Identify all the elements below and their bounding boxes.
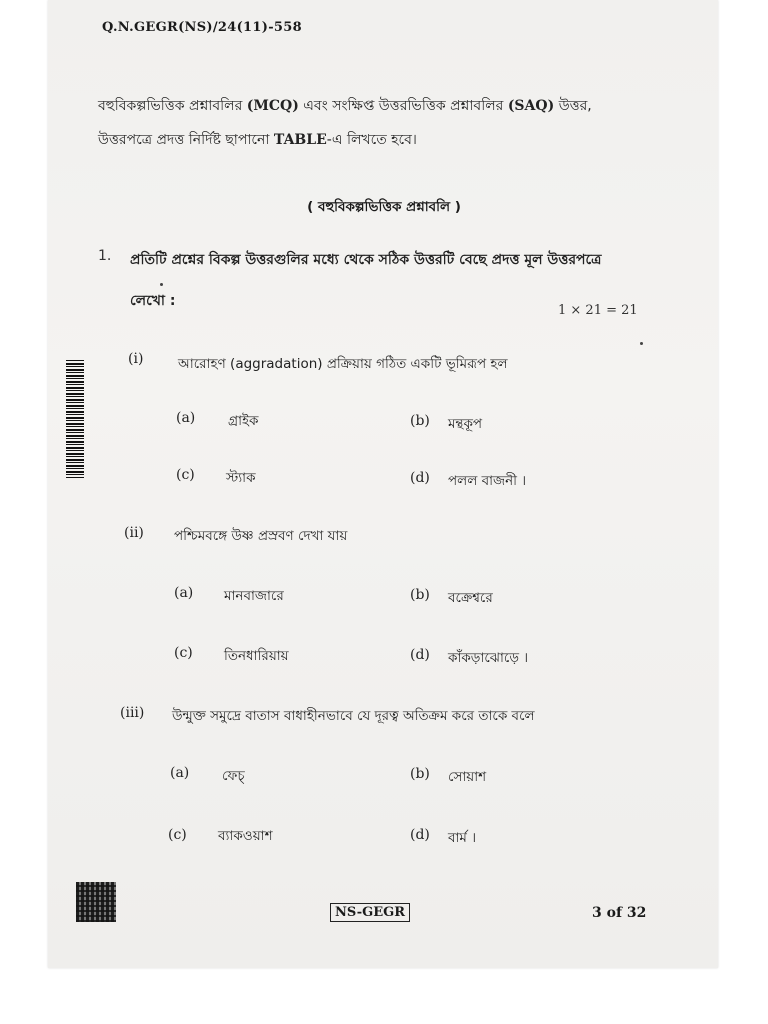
- option-letter: (c): [168, 827, 187, 843]
- question-text-line-1: প্রতিটি প্রশ্নের বিকল্প উত্তরগুলির মধ্যে থেকে সঠিক উত্তরটি বেছে প্রদত্ত মূল উত্তরপত্রে: [130, 252, 602, 268]
- option-text: স্ট্যাক: [226, 470, 256, 486]
- option-letter: (a): [174, 585, 194, 601]
- subquestion-text: আরোহণ (aggradation) প্রক্রিয়ায় গঠিত একটি ভূমিরূপ হল: [178, 356, 508, 372]
- instruction-line-2: উত্তরপত্রে প্রদত্ত নির্দিষ্ট ছাপানো TABLE-এ লিখতে হবে।: [98, 132, 417, 148]
- speck: [160, 283, 163, 286]
- question-marks: 1 × 21 = 21: [558, 303, 638, 318]
- option-text: মন্থকূপ: [448, 416, 483, 432]
- option-text: ব্যাকওয়াশ: [218, 828, 273, 844]
- option-letter: (b): [410, 413, 430, 429]
- option-letter: (d): [410, 470, 430, 486]
- option-letter: (c): [176, 467, 195, 483]
- option-text: বার্ম ।: [448, 830, 477, 846]
- option-text: মানবাজারে: [224, 588, 284, 604]
- page-number: 3 of 32: [592, 905, 647, 921]
- option-text: পলল বাজনী ।: [448, 473, 527, 489]
- option-text: সোয়াশ: [448, 769, 487, 785]
- section-title: ( বহুবিকল্পভিত্তিক প্রশ্নাবলি ): [307, 199, 461, 215]
- option-letter: (a): [176, 410, 196, 426]
- question-paper-code: Q.N.GEGR(NS)/24(11)-558: [102, 20, 302, 35]
- instruction-line-1: বহুবিকল্পভিত্তিক প্রশ্নাবলির (MCQ) এবং সংক্ষিপ্ত উত্তরভিত্তিক প্রশ্নাবলির (SAQ) উত্তর,: [98, 98, 592, 114]
- subquestion-text: উন্মুক্ত সমুদ্রে বাতাস বাধাহীনভাবে যে দূরত্ব অতিক্রম করে তাকে বলে: [172, 708, 535, 724]
- series-code-box: NS-GEGR: [330, 903, 410, 922]
- barcode: [66, 360, 84, 478]
- option-text: কাঁকড়াঝোড়ে ।: [448, 650, 529, 666]
- option-text: ফেচ্: [222, 768, 245, 784]
- qr-code: [76, 882, 116, 922]
- question-number: 1.: [98, 248, 112, 264]
- option-text: বক্রেশ্বরে: [448, 590, 493, 606]
- option-letter: (d): [410, 827, 430, 843]
- option-text: গ্রাইক: [228, 413, 259, 429]
- option-letter: (b): [410, 587, 430, 603]
- option-letter: (c): [174, 645, 193, 661]
- option-letter: (a): [170, 765, 190, 781]
- speck: [640, 342, 643, 345]
- subquestion-number: (iii): [120, 705, 145, 721]
- subquestion-number: (i): [128, 351, 144, 367]
- subquestion-number: (ii): [124, 525, 144, 541]
- subquestion-text: পশ্চিমবঙ্গে উষ্ণ প্রস্রবণ দেখা যায়: [174, 528, 348, 544]
- question-text-line-2: লেখো :: [130, 293, 176, 309]
- option-letter: (d): [410, 647, 430, 663]
- option-text: তিনধারিয়ায়: [224, 648, 289, 664]
- option-letter: (b): [410, 766, 430, 782]
